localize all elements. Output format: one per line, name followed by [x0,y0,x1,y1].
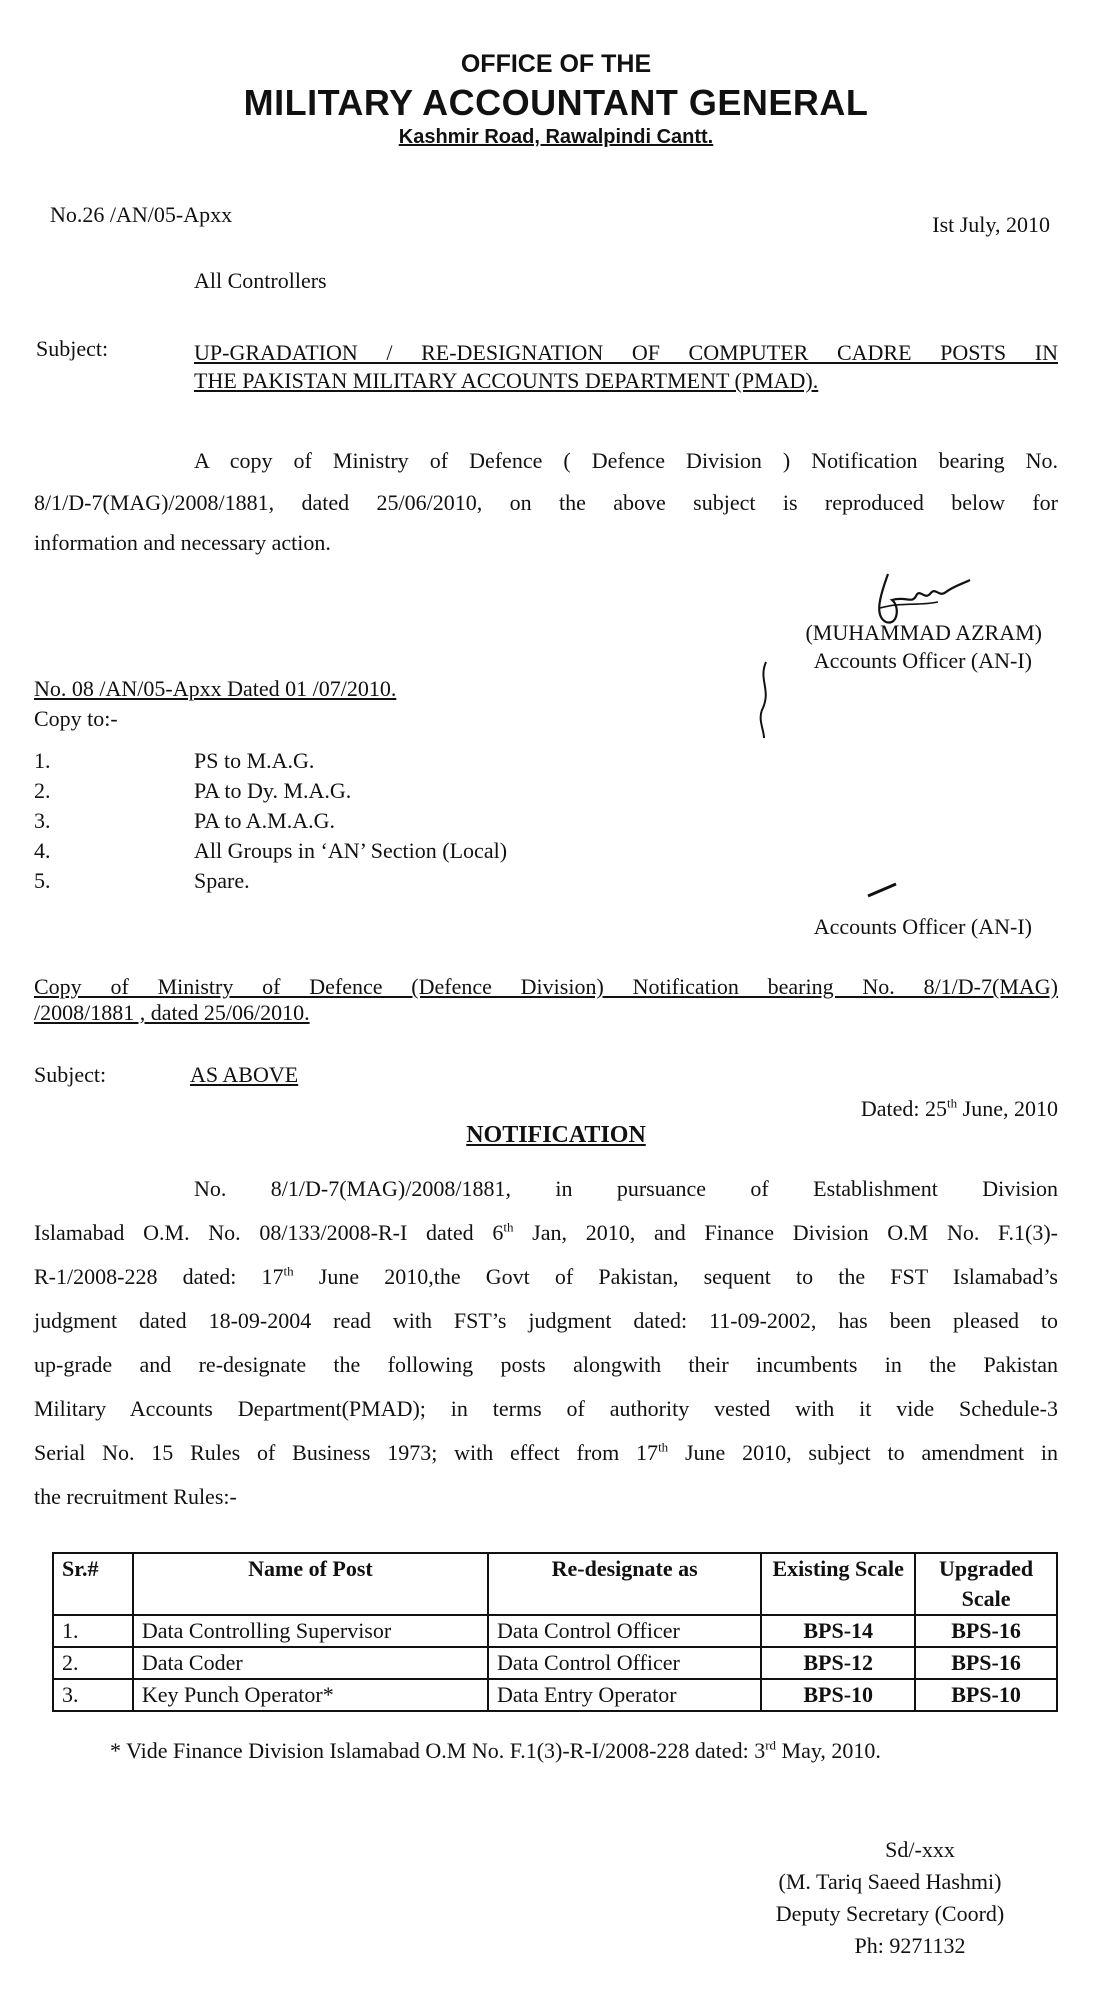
notification-subject-value: AS ABOVE [190,1062,299,1087]
notification-date: Dated: 25th June, 2010 [860,1095,1058,1121]
subject-line-2: THE PAKISTAN MILITARY ACCOUNTS DEPARTMENT (PMAD). [194,368,819,393]
addressee: All Controllers [194,268,327,293]
para-line-6: Military Accounts Department(PMAD); in terms of authority vested with it vide Schedule-3 [34,1396,1058,1421]
header-re-designate: Re-designate as [488,1553,761,1615]
subject-label: Subject: [36,336,109,361]
para-line-7: Serial No. 15 Rules of Business 1973; with effect from 17th June 2010, subject to amendment in [34,1439,1059,1465]
table-row [53,1615,1057,1647]
initial-mark [754,660,778,740]
para-line-5: up-grade and re-designate the following posts alongwith their incumbents in the Pakistan [34,1352,1058,1377]
list-item: 3. PA to A.M.A.G. [34,808,336,833]
cell-upgraded: BPS-16 [915,1615,1057,1647]
posts-table-wrap [52,1552,1058,1712]
cell-redesignate: Data Control Officer [488,1647,761,1679]
org-address: Kashmir Road, Rawalpindi Cantt. [398,126,714,148]
cell-post: Data Controlling Supervisor [133,1615,488,1647]
pen-mark [866,880,900,900]
cell-existing: BPS-12 [761,1647,915,1679]
copy-list [34,748,734,898]
cell-redesignate: Data Control Officer [488,1615,761,1647]
subject-line-1: UP-GRADATION / RE-DESIGNATION OF COMPUTER CADRE POSTS IN [194,340,1058,365]
phone-number: Ph: 9271132 [854,1933,966,1958]
copy-to-label: Copy to:- [34,706,118,731]
sd-line: Sd/-xxx [885,1837,955,1862]
cell-existing: BPS-10 [761,1679,915,1711]
final-signature-block [740,1834,1040,1962]
list-item: 2. PA to Dy. M.A.G. [34,778,352,803]
letter-ref-no: No.26 /AN/05-Apxx [50,202,233,227]
table-row [53,1679,1057,1711]
posts-table [52,1552,1058,1712]
body-line-3: information and necessary action. [34,530,331,555]
para-line-1: No. 8/1/D-7(MAG)/2008/1881, in pursuance of Establishment Division [194,1176,1058,1201]
signatory-name-final: (M. Tariq Saeed Hashmi) [778,1869,1002,1894]
header-sr: Sr.# [53,1553,133,1615]
list-item: 4. All Groups in ‘AN’ Section (Local) [34,838,508,863]
para-line-4: judgment dated 18-09-2004 read with FST’s judgment dated: 11-09-2002, has been pleased to [34,1308,1058,1333]
para-line-8: the recruitment Rules:- [34,1484,237,1509]
list-item: 5. Spare. [34,868,250,893]
para-line-3: R-1/2008-228 dated: 17th June 2010,the Govt of Pakistan, sequent to the FST Islamabad’s [34,1263,1058,1289]
table-header-row [53,1553,1057,1615]
footnote: * Vide Finance Division Islamabad O.M No. F.1(3)-R-I/2008-228 dated: 3rd May, 2010. [110,1737,881,1763]
cell-upgraded: BPS-10 [915,1679,1057,1711]
cell-sr: 1. [53,1615,133,1647]
header-upgraded-scale: Upgraded Scale [915,1553,1057,1615]
org-name-heading: MILITARY ACCOUNTANT GENERAL [243,82,869,123]
header-existing-scale: Existing Scale [761,1553,915,1615]
body-line-1: A copy of Ministry of Defence ( Defence Division ) Notification bearing No. [194,448,1058,473]
table-row [53,1647,1057,1679]
cell-sr: 2. [53,1647,133,1679]
cell-upgraded: BPS-16 [915,1647,1057,1679]
notification-copy-line-2: /2008/1881 , dated 25/06/2010. [34,1000,310,1025]
signatory-title: Accounts Officer (AN-I) [813,648,1032,673]
notification-title: NOTIFICATION [466,1122,646,1148]
notification-subject-label: Subject: [34,1062,107,1087]
list-item: 1. PS to M.A.G. [34,748,315,773]
cell-post: Key Punch Operator* [133,1679,488,1711]
copy-signatory-title: Accounts Officer (AN-I) [813,914,1032,939]
copy-ref-line: No. 08 /AN/05-Apxx Dated 01 /07/2010. [34,676,397,701]
cell-existing: BPS-14 [761,1615,915,1647]
office-of-heading: OFFICE OF THE [460,50,652,78]
letter-date: Ist July, 2010 [932,212,1050,237]
body-line-2: 8/1/D-7(MAG)/2008/1881, dated 25/06/2010, on the above subject is reproduced below for [34,490,1058,515]
notification-copy-line-1: Copy of Ministry of Defence (Defence Division) Notification bearing No. 8/1/D-7(MAG) [34,974,1058,999]
header-name-of-post: Name of Post [133,1553,488,1615]
signatory-designation: Deputy Secretary (Coord) [775,1901,1005,1926]
cell-redesignate: Data Entry Operator [488,1679,761,1711]
signatory-name: (MUHAMMAD AZRAM) [805,620,1042,645]
para-line-2: Islamabad O.M. No. 08/133/2008-R-I dated 6th Jan, 2010, and Finance Division O.M No. F.1(3)- [34,1219,1058,1245]
cell-sr: 3. [53,1679,133,1711]
cell-post: Data Coder [133,1647,488,1679]
